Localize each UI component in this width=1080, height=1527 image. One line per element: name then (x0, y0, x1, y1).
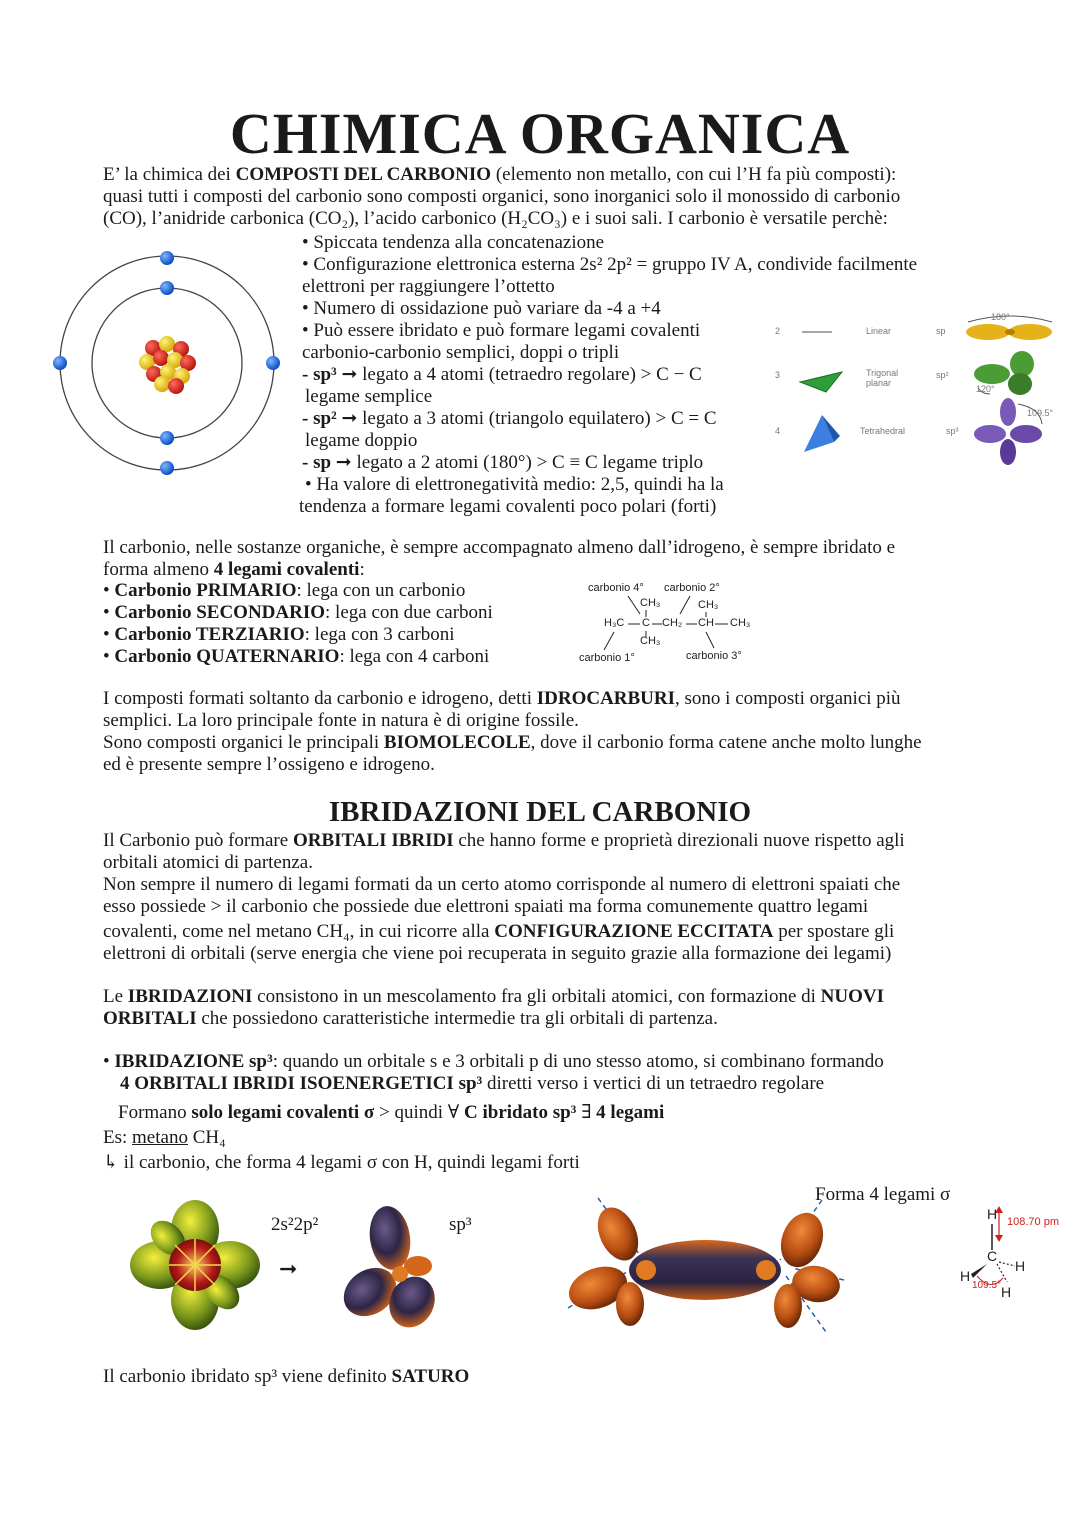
sigma-bonds-caption: Forma 4 legami σ (815, 1184, 951, 1205)
electron (266, 356, 280, 370)
list-item: • Carbonio TERZIARIO: lega con 3 carboni (103, 624, 455, 645)
arrow-icon: ➞ (279, 1256, 298, 1281)
shape-label: Tetrahedral (860, 426, 906, 436)
section-title: IBRIDAZIONI DEL CARBONIO (328, 796, 752, 828)
electron (160, 281, 174, 295)
sp3-hybridization: • IBRIDAZIONE sp³: quando un orbitale s e 3 orbitali p di uno stesso atomo, si combinano formando 4 ORBITALI IBRIDI ISOENERGETICI sp³ diretti verso i vertici di un tetraedro regolare Formano solo legami covalenti σ > quindi ∀ C ibridato sp³ ∃ 4 legami Es: metano CH₄ ↳ il carbonio, che forma 4 legami σ con H, quindi legami forti (103, 1051, 884, 1173)
structural-formula: carbonio 4° carbonio 2° CH₃ CH₃ H₃C C CH₂ CH CH₃ CH₃ carbonio 1° carbonio 3° (579, 582, 751, 664)
hybrid-orbitals-paragraph: Il Carbonio può formare ORBITALI IBRIDI che hanno forme e proprietà direzionali nuove rispetto agli orbitali atomici di partenza. Non sempre il numero di legami formati da un certo atomo corrisponde al numero di elettroni spaiati che esso possiede > il carbonio che possiede due elettroni spaiati ma forma comunemente quattro legami covalenti, come nel metano CH₄, in cui ricorre alla CONFIGURAZIONE ECCITATA per spostare gli elettroni di orbitali (serve energia che viene poi recuperata in seguito grazie alla formazione dei legami) (103, 830, 905, 964)
hybrid-label: sp³ (946, 426, 959, 436)
intro-paragraph: E’ la chimica dei COMPOSTI DEL CARBONIO (elemento non metallo, con cui l’H fa più composti): quasi tutti i composti del carbonio sono composti organici, sono inorganici solo il monossido di carbonio (CO), l’anidride carbonica (CO₂), l’acido carbonico (H₂CO₃) e i suoi sali. I carbonio è versatile perchè: (103, 164, 901, 229)
saturated-carbon-note: Il carbonio ibridato sp³ viene definito SATURO (103, 1366, 470, 1387)
page-title: CHIMICA ORGANICA (229, 101, 851, 166)
hybrid-label: sp (936, 326, 946, 336)
shape-label: Linear (866, 326, 892, 336)
sp3-label: sp³ (449, 1214, 472, 1235)
hybridization-definition: Le IBRIDAZIONI consistono in un mescolamento fra gli orbitali atomici, con formazione di NUOVI ORBITALI che possiedono caratteristiche intermedie tra gli orbitali di partenza. (103, 986, 885, 1029)
methane-structure (955, 1206, 1065, 1302)
list-item: • Carbonio PRIMARIO: lega con un carbonio (103, 580, 466, 601)
hybridization-geometry-table (770, 312, 1060, 472)
electron-domains: 2 (775, 326, 781, 336)
carbon-types-intro: Il carbonio, nelle sostanze organiche, è sempre accompagnato almeno dall’idrogeno, è sempre ibridato e forma almeno 4 legami covalenti: (103, 537, 896, 580)
angle-label: 120° (976, 384, 995, 394)
list-item: • Carbonio QUATERNARIO: lega con 4 carboni (103, 646, 490, 667)
electron-domains: 3 (775, 370, 781, 380)
electron (53, 356, 67, 370)
atom-label: H (960, 1268, 971, 1284)
carbon-types-list (103, 580, 493, 668)
electron (160, 461, 174, 475)
atom-label: C (987, 1248, 998, 1264)
electron-configuration: 2s²2p² (271, 1214, 319, 1235)
angle-label: 109.5° (1027, 408, 1054, 418)
atom-label: H (987, 1206, 998, 1222)
sp3-orbital-diagram (342, 1204, 442, 1330)
geometry-shapes (792, 320, 852, 460)
hybrid-label: sp² (936, 370, 949, 380)
sigma-bond-diagram (560, 1196, 850, 1336)
bond-angle: 109.5° (972, 1280, 1002, 1291)
nucleus (139, 336, 196, 394)
list-item: • Carbonio SECONDARIO: lega con due carboni (103, 602, 493, 623)
atom-label: H (1015, 1258, 1026, 1274)
orbital-shapes (960, 312, 1060, 472)
shape-label: Trigonal planar (866, 368, 899, 388)
atom-label: H (1001, 1284, 1012, 1300)
bond-length: 108.70 pm (1007, 1216, 1059, 1228)
carbon-atom-diagram (50, 248, 285, 480)
angle-label: 180° (991, 312, 1010, 322)
electron (160, 251, 174, 265)
hydrocarbons-paragraph: I composti formati soltanto da carbonio e idrogeno, detti IDROCARBURI, sono i composti organici più semplici. La loro principale fonte in natura è di origine fossile. Sono composti organici le principali BIOMOLECOLE, dove il carbonio forma catene anche molto lunghe ed è presente sempre l’ossigeno e idrogeno. (103, 688, 922, 775)
electron (160, 431, 174, 445)
carbon-properties: • Spiccata tendenza alla concatenazione • Configurazione elettronica esterna 2s² 2p² = gruppo IV A, condivide facilmente elettroni per raggiungere l’ottetto • Numero di ossidazione può variare da -4 a +4 • Può essere ibridato e può formare legami covalenti carbonio-carbonio semplici, doppi o tripli - sp³ ➞ legato a 4 atomi (tetraedro regolare) > C − C legame semplice - sp² ➞ legato a 3 atomi (triangolo equilatero) > C = C legame doppio - sp ➞ legato a 2 atomi (180°) > C ≡ C legame triplo • Ha valore di elettronegatività medio: 2,5, quindi ha la tendenza a formare legami covalenti poco polari (forti) (299, 232, 918, 517)
electron-domains: 4 (775, 426, 781, 436)
s-p-orbitals-diagram (130, 1200, 260, 1330)
